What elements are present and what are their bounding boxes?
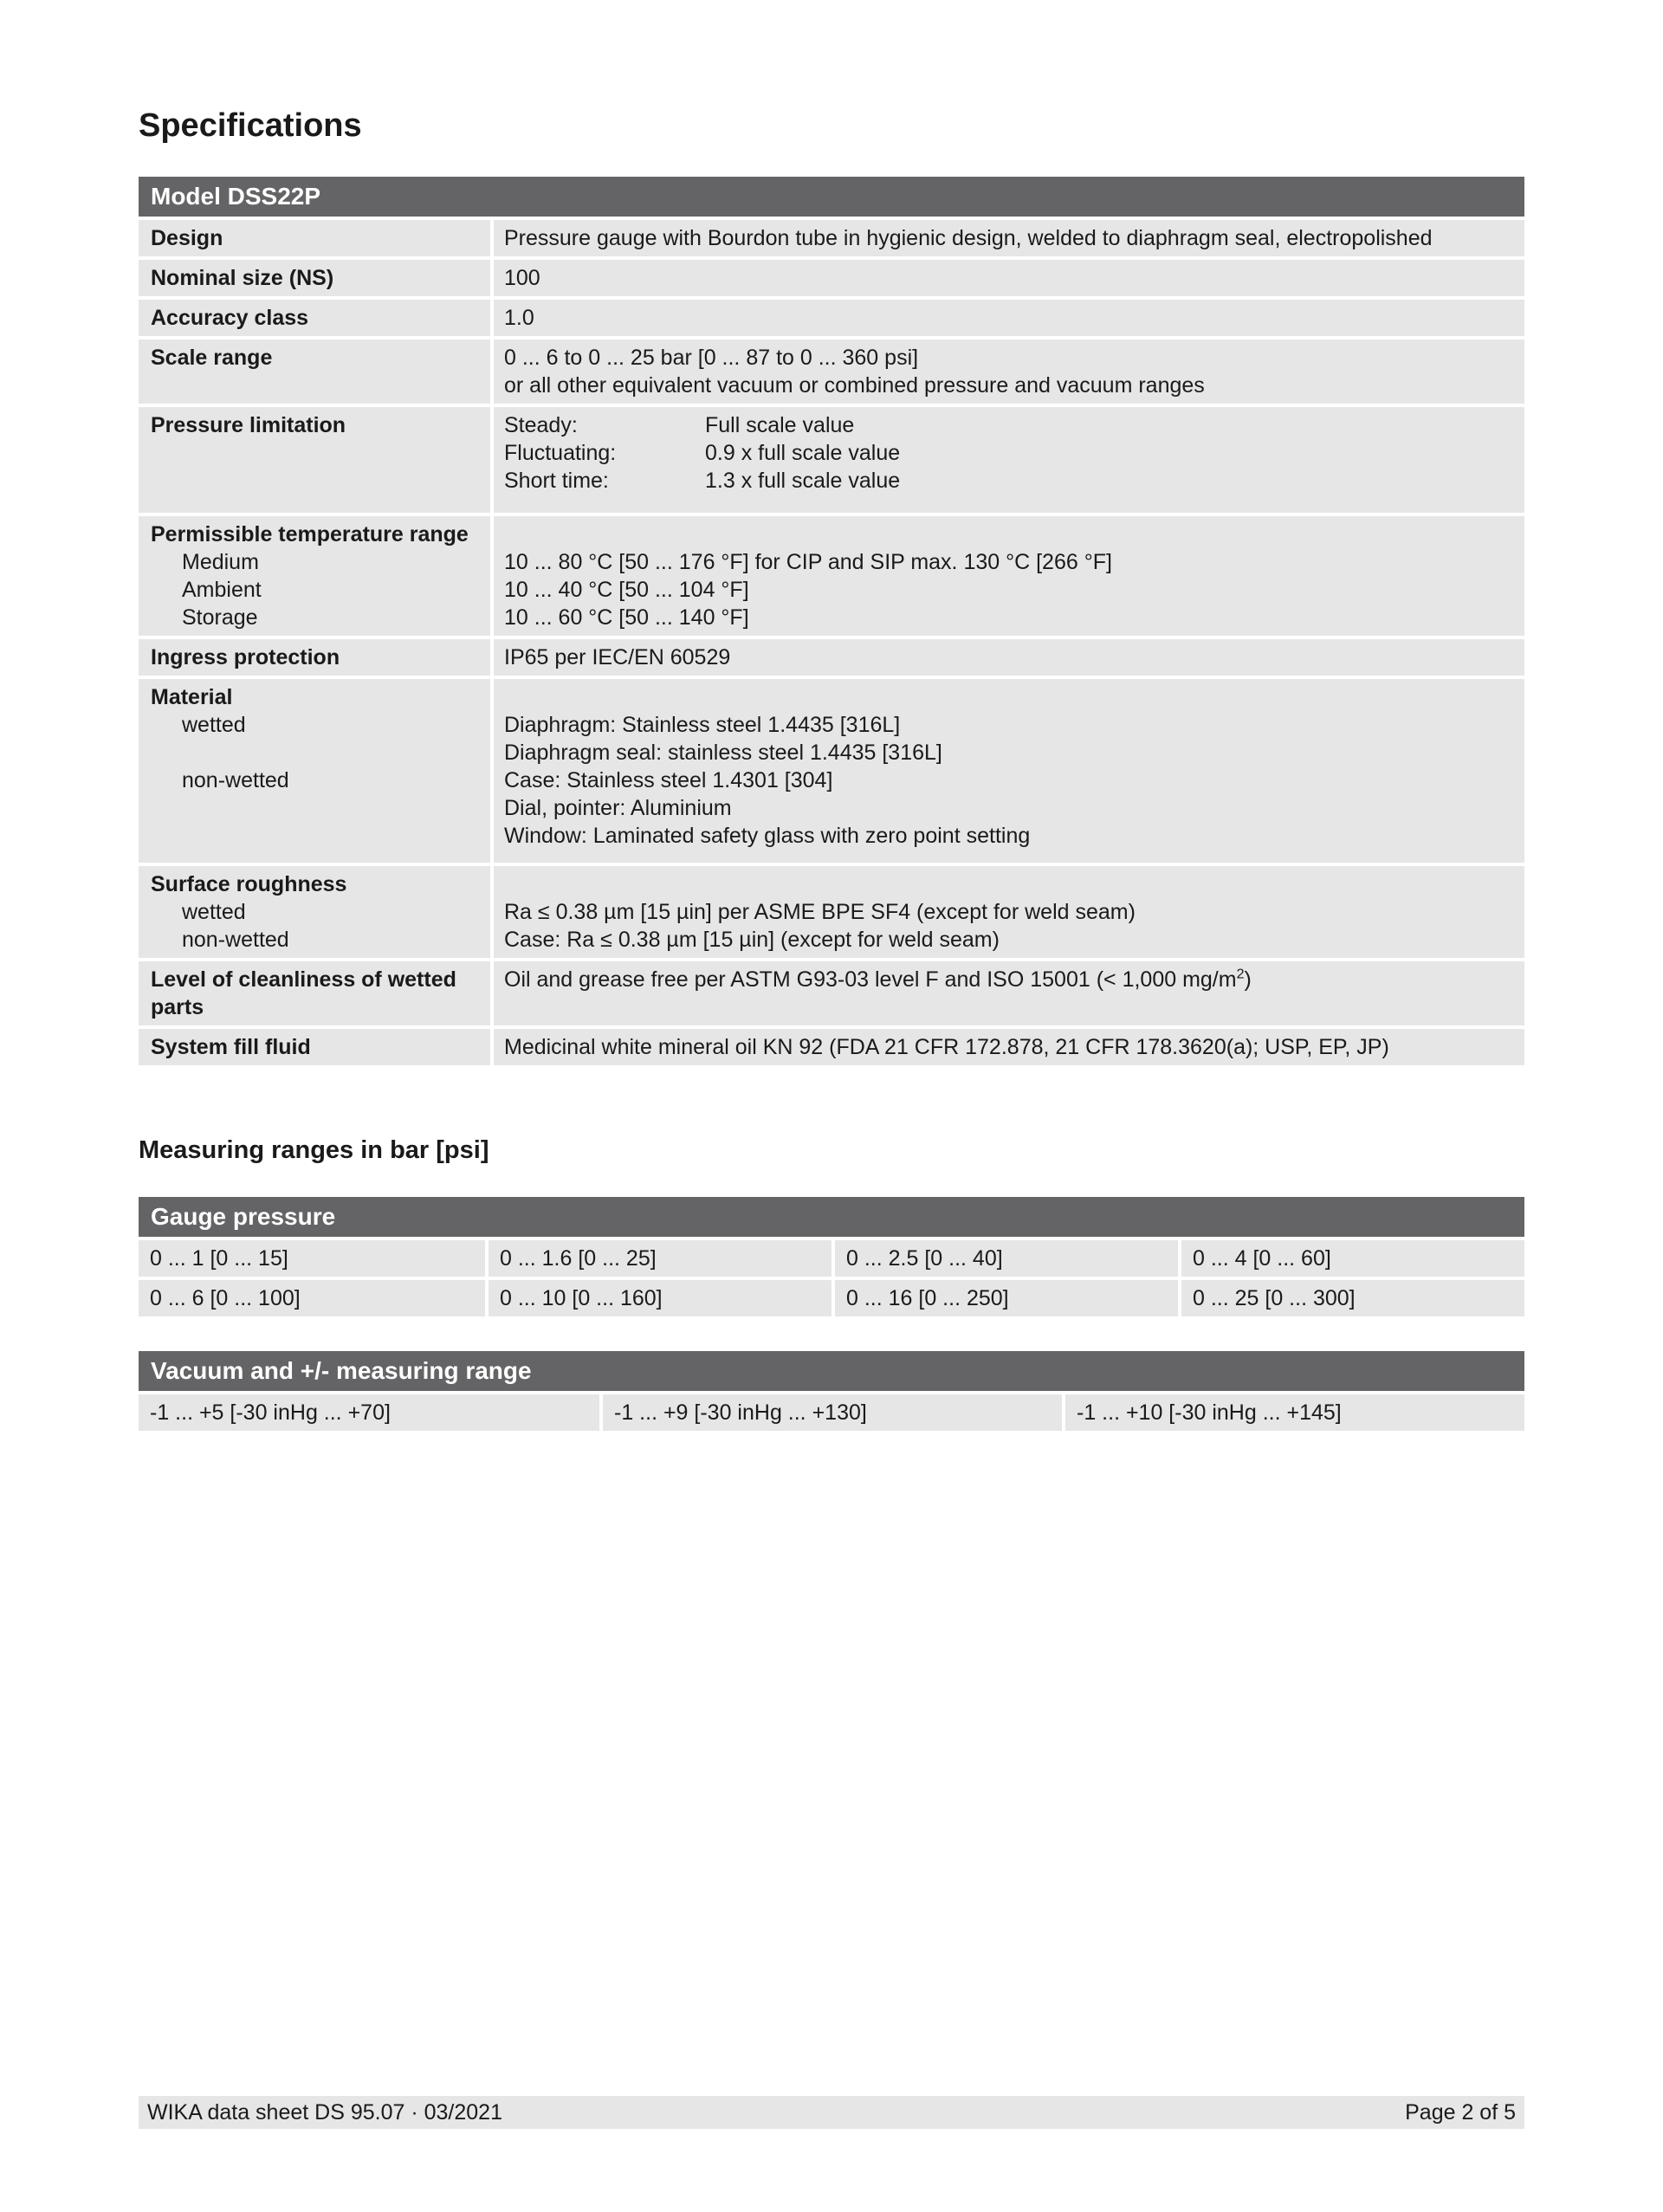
material-line: Diaphragm seal: stainless steel 1.4435 [316L]	[504, 741, 942, 765]
temperature-medium-value: 10 ... 80 °C [50 ... 176 °F] for CIP and SIP max. 130 °C [266 °F]	[504, 550, 1112, 574]
ingress-label: Ingress protection	[139, 639, 490, 676]
temperature-storage-label: Storage	[182, 605, 258, 630]
table-row	[139, 516, 1524, 636]
material-line: Diaphragm: Stainless steel 1.4435 [316L]	[504, 713, 901, 737]
table-row	[139, 961, 1524, 1025]
vacuum-range-table	[139, 1348, 1524, 1434]
measuring-ranges-title: Measuring ranges in bar [psi]	[139, 1136, 489, 1164]
accuracy-label: Accuracy class	[139, 300, 490, 336]
range-cell: 0 ... 2.5 [0 ... 40]	[832, 1240, 1178, 1277]
range-cell: 0 ... 6 [0 ... 100]	[139, 1280, 485, 1316]
pressure-steady	[504, 411, 1514, 439]
scale-range-line: 0 ... 6 to 0 ... 25 bar [0 ... 87 to 0 ... 360 psi]	[504, 346, 919, 370]
fill-fluid-value: Medicinal white mineral oil KN 92 (FDA 21 CFR 172.878, 21 CFR 178.3620(a); USP, EP, JP)	[490, 1029, 1524, 1065]
temperature-label	[139, 516, 490, 636]
pressure-value: Full scale value	[705, 413, 855, 437]
table-header-row	[139, 177, 1524, 217]
range-cell: -1 ... +5 [-30 inHg ... +70]	[139, 1394, 599, 1431]
accuracy-value: 1.0	[490, 300, 1524, 336]
table-row	[139, 407, 1524, 513]
nominal-size-label: Nominal size (NS)	[139, 260, 490, 296]
table-row	[139, 300, 1524, 336]
table-row	[139, 1240, 1524, 1277]
range-cell: 0 ... 4 [0 ... 60]	[1178, 1240, 1524, 1277]
table-row	[139, 220, 1524, 256]
temperature-storage-value: 10 ... 60 °C [50 ... 140 °F]	[504, 605, 749, 630]
range-cell: 0 ... 16 [0 ... 250]	[832, 1280, 1178, 1316]
pressure-short-time	[504, 467, 1514, 495]
material-line: Window: Laminated safety glass with zero point setting	[504, 824, 1031, 848]
range-cell: -1 ... +9 [-30 inHg ... +130]	[599, 1394, 1062, 1431]
pressure-value: 0.9 x full scale value	[705, 441, 901, 465]
pressure-fluctuating	[504, 439, 1514, 467]
scale-range-value	[490, 340, 1524, 404]
roughness-wetted-value: Ra ≤ 0.38 µm [15 µin] per ASME BPE SF4 (except for weld seam)	[504, 900, 1136, 924]
material-value	[490, 679, 1524, 863]
pressure-key: Short time:	[504, 469, 609, 493]
pressure-key: Steady:	[504, 413, 578, 437]
design-label: Design	[139, 220, 490, 256]
material-wetted-label: wetted	[182, 713, 246, 737]
roughness-label	[139, 866, 490, 958]
pressure-value: 1.3 x full scale value	[705, 469, 901, 493]
table-header-row	[139, 1197, 1524, 1237]
table-row	[139, 679, 1524, 863]
temperature-ambient-value: 10 ... 40 °C [50 ... 104 °F]	[504, 578, 749, 602]
range-cell: 0 ... 25 [0 ... 300]	[1178, 1280, 1524, 1316]
cleanliness-text-end: )	[1244, 967, 1252, 992]
pressure-limitation-value	[490, 407, 1524, 513]
material-label	[139, 679, 490, 863]
scale-range-label: Scale range	[139, 340, 490, 404]
table-row	[139, 1394, 1524, 1431]
roughness-wetted-label: wetted	[182, 900, 246, 924]
fill-fluid-label: System fill fluid	[139, 1029, 490, 1065]
material-line: Dial, pointer: Aluminium	[504, 796, 732, 820]
vacuum-range-header: Vacuum and +/- measuring range	[139, 1351, 1524, 1391]
table-row	[139, 260, 1524, 296]
page-footer	[139, 2096, 1524, 2129]
range-cell: -1 ... +10 [-30 inHg ... +145]	[1062, 1394, 1524, 1431]
table-row	[139, 639, 1524, 676]
page-title: Specifications	[139, 107, 362, 144]
roughness-non-wetted-label: non-wetted	[182, 928, 289, 952]
gauge-pressure-table	[139, 1193, 1524, 1320]
material-non-wetted-label: non-wetted	[182, 768, 289, 792]
temperature-value	[490, 516, 1524, 636]
model-header: Model DSS22P	[139, 177, 1524, 217]
footer-datasheet: WIKA data sheet DS 95.07 · 03/2021	[147, 2099, 502, 2125]
specifications-table	[139, 173, 1524, 1069]
temperature-heading: Permissible temperature range	[151, 522, 469, 547]
ingress-value: IP65 per IEC/EN 60529	[490, 639, 1524, 676]
cleanliness-superscript: 2	[1236, 967, 1245, 982]
roughness-value	[490, 866, 1524, 958]
range-cell: 0 ... 1 [0 ... 15]	[139, 1240, 485, 1277]
temperature-ambient-label: Ambient	[182, 578, 262, 602]
gauge-pressure-header: Gauge pressure	[139, 1197, 1524, 1237]
material-heading: Material	[151, 685, 233, 709]
range-cell: 0 ... 1.6 [0 ... 25]	[485, 1240, 832, 1277]
pressure-limitation-label: Pressure limitation	[139, 407, 490, 513]
table-row	[139, 866, 1524, 958]
range-cell: 0 ... 10 [0 ... 160]	[485, 1280, 832, 1316]
table-row	[139, 1029, 1524, 1065]
table-row	[139, 1280, 1524, 1316]
design-value: Pressure gauge with Bourdon tube in hygienic design, welded to diaphragm seal, electropolished	[490, 220, 1524, 256]
cleanliness-label: Level of cleanliness of wetted parts	[139, 961, 490, 1025]
table-header-row	[139, 1351, 1524, 1391]
scale-range-line: or all other equivalent vacuum or combined pressure and vacuum ranges	[504, 373, 1205, 398]
roughness-non-wetted-value: Case: Ra ≤ 0.38 µm [15 µin] (except for weld seam)	[504, 928, 1000, 952]
cleanliness-text: Oil and grease free per ASTM G93-03 level F and ISO 15001 (< 1,000 mg/m	[504, 967, 1237, 992]
roughness-heading: Surface roughness	[151, 872, 347, 896]
cleanliness-value	[490, 961, 1524, 1025]
nominal-size-value: 100	[490, 260, 1524, 296]
material-line: Case: Stainless steel 1.4301 [304]	[504, 768, 833, 792]
temperature-medium-label: Medium	[182, 550, 259, 574]
pressure-key: Fluctuating:	[504, 441, 617, 465]
table-row	[139, 340, 1524, 404]
footer-page-number: Page 2 of 5	[1405, 2099, 1516, 2125]
